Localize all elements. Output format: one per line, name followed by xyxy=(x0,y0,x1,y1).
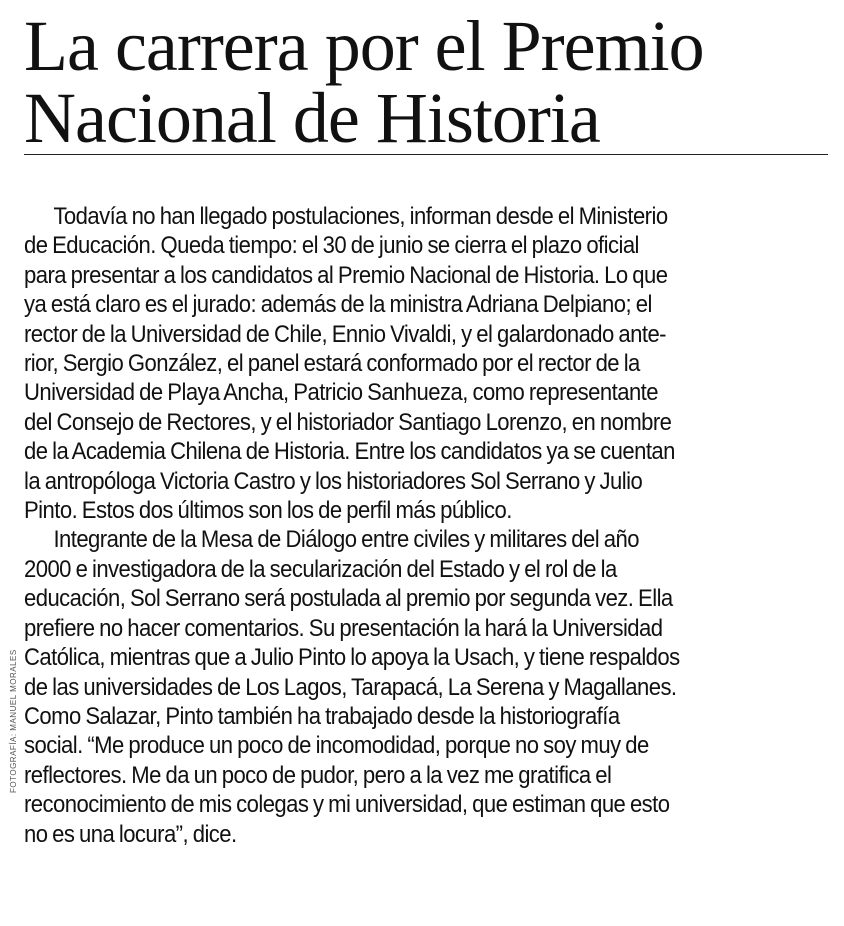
text-line: de las universidades de Los Lagos, Tarapacá, La Serena y Magallanes. xyxy=(24,673,677,701)
text-line: reflectores. Me da un poco de pudor, pero a la vez me gratifica el xyxy=(24,761,612,789)
text-line: Pinto. Estos dos últimos son los de perfil más público. xyxy=(24,497,512,525)
text-line: reconocimiento de mis colegas y mi universidad, que estiman que esto xyxy=(24,791,670,819)
text-line: Católica, mientras que a Julio Pinto lo apoya la Usach, y tiene respaldos xyxy=(24,644,680,672)
text-line: rector de la Universidad de Chile, Ennio Vivaldi, y el galardonado ante- xyxy=(24,320,666,348)
text-line: de la Academia Chilena de Historia. Entre los candidatos ya se cuentan xyxy=(24,438,675,466)
article-headline xyxy=(24,6,834,158)
text-line: social. “Me produce un poco de incomodidad, porque no soy muy de xyxy=(24,732,649,760)
text-line: de Educación. Queda tiempo: el 30 de junio se cierra el plazo oficial xyxy=(24,232,639,260)
text-line: rior, Sergio González, el panel estará conformado por el rector de la xyxy=(24,350,640,378)
text-line: Integrante de la Mesa de Diálogo entre civiles y militares del año xyxy=(53,526,639,554)
headline-line: La carrera por el Premio xyxy=(24,6,704,86)
text-line: ya está claro es el jurado: además de la ministra Adriana Delpiano; el xyxy=(24,291,652,319)
headline-line: Nacional de Historia xyxy=(24,78,600,158)
text-line: del Consejo de Rectores, y el historiador Santiago Lorenzo, en nombre xyxy=(24,408,672,436)
photo-credit: FOTOGRAFÍA: MANUEL MORALES xyxy=(9,649,18,793)
paragraph-1 xyxy=(24,202,820,525)
text-line: Todavía no han llegado postulaciones, informan desde el Ministerio xyxy=(53,203,668,230)
headline-divider xyxy=(24,154,828,155)
text-line: para presentar a los candidatos al Premio Nacional de Historia. Lo que xyxy=(24,261,668,289)
text-line: Universidad de Playa Ancha, Patricio Sanhueza, como representante xyxy=(24,379,658,407)
article-body xyxy=(24,202,820,849)
text-line: educación, Sol Serrano será postulada al premio por segunda vez. Ella xyxy=(24,585,673,613)
text-line: la antropóloga Victoria Castro y los historiadores Sol Serrano y Julio xyxy=(24,467,643,495)
text-line: 2000 e investigadora de la secularización del Estado y el rol de la xyxy=(24,555,617,583)
text-line: no es una locura”, dice. xyxy=(24,820,237,848)
text-line: Como Salazar, Pinto también ha trabajado desde la historiografía xyxy=(24,702,620,730)
paragraph-2 xyxy=(24,525,820,848)
text-line: prefiere no hacer comentarios. Su presentación la hará la Universidad xyxy=(24,614,663,642)
